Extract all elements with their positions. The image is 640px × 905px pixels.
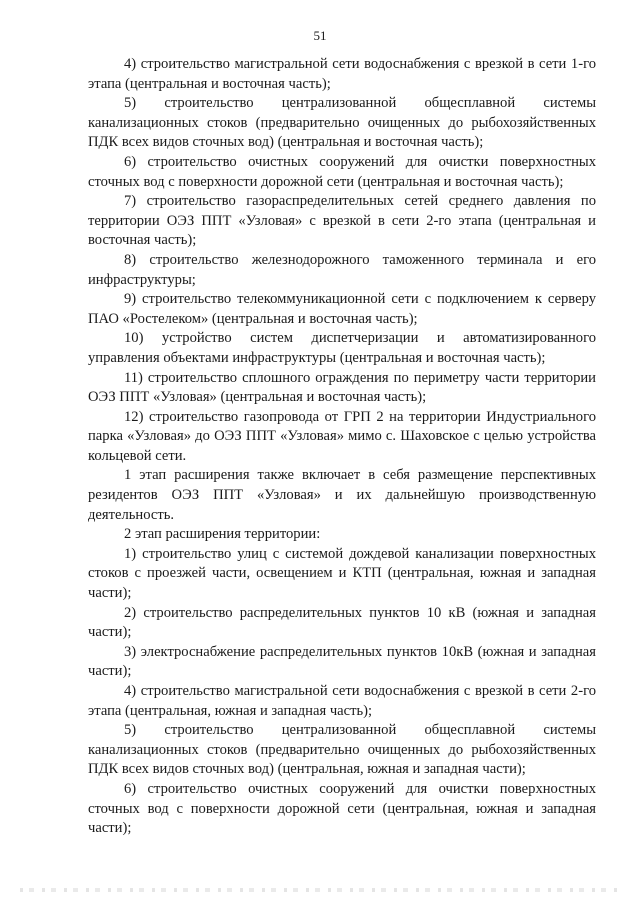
paragraph: 7) строительство газораспределительных сетей среднего давления по территории ОЭЗ ППТ «Узловая» с врезкой в сети 2-го этапа (центральная и восточная часть); — [88, 193, 596, 249]
paragraph: 2 этап расширения территории: — [124, 526, 321, 543]
paragraph: 6) строительство очистных сооружений для очистки поверхностных сточных вод с поверхности дорожной сети (центральная, южная и западная части); — [88, 780, 596, 837]
paragraph: 9) строительство телекоммуникационной сети с подключением к серверу ПАО «Ростелеком» (центральная и восточная часть); — [88, 291, 596, 327]
paragraph: 4) строительство магистральной сети водоснабжения с врезкой в сети 2-го этапа (центральная, южная и западная часть); — [88, 683, 596, 719]
scan-artifact — [20, 888, 620, 892]
document-body — [88, 55, 596, 839]
paragraph: 6) строительство очистных сооружений для очистки поверхностных сточных вод с поверхности дорожной сети (центральная и восточная часть); — [88, 153, 596, 190]
page-number: 51 — [313, 28, 327, 43]
paragraph: 4) строительство магистральной сети водоснабжения с врезкой в сети 1-го этапа (центральная и восточная часть); — [88, 56, 596, 92]
paragraph: 8) строительство железнодорожного таможенного терминала и его инфраструктуры; — [88, 251, 596, 288]
paragraph: 1) строительство улиц с системой дождевой канализации поверхностных стоков с проезжей части, освещением и КТП (центральная, южная и западная части); — [88, 545, 596, 602]
paragraph: 11) строительство сплошного ограждения по периметру части территории ОЭЗ ППТ «Узловая» (центральная и восточная часть); — [88, 369, 596, 406]
paragraph: 3) электроснабжение распределительных пунктов 10кВ (южная и западная части); — [88, 643, 596, 680]
paragraph: 2) строительство распределительных пунктов 10 кВ (южная и западная части); — [88, 604, 596, 641]
paragraph: 5) строительство централизованной общесплавной системы канализационных стоков (предварительно очищенных до рыбохозяйственных ПДК всех видов сточных вод) (центральная и восточная часть); — [88, 95, 596, 151]
paragraph: 10) устройство систем диспетчеризации и автоматизированного управления объектами инфраструктуры (центральная и восточная часть); — [88, 330, 596, 366]
paragraph: 1 этап расширения также включает в себя размещение перспективных резидентов ОЭЗ ППТ «Узловая» и их дальнейшую производственную деятельность. — [88, 467, 596, 523]
paragraph: 12) строительство газопровода от ГРП 2 на территории Индустриального парка «Узловая» до ОЭЗ ППТ «Узловая» мимо с. Шаховское с целью устройства кольцевой сети. — [88, 408, 596, 464]
paragraph: 5) строительство централизованной общесплавной системы канализационных стоков (предварительно очищенных до рыбохозяйственных ПДК всех видов сточных вод) (центральная, южная и западная части); — [88, 722, 596, 778]
